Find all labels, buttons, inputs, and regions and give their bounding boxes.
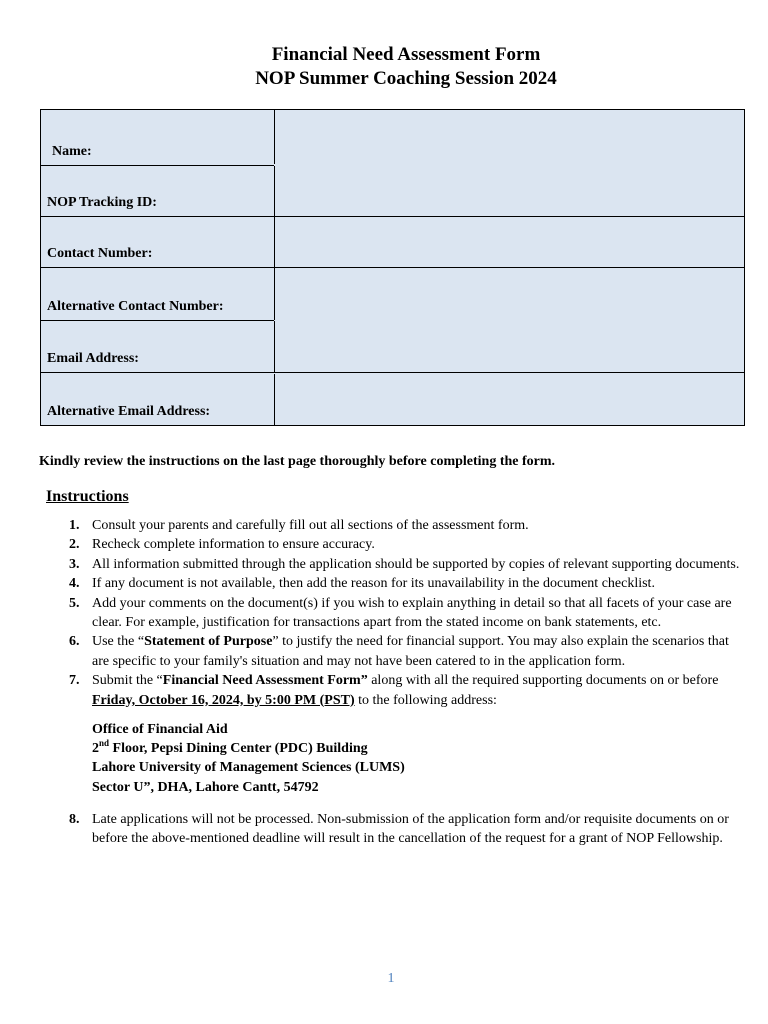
alt-contact-number-field[interactable] [276, 268, 744, 320]
mailing-address: Office of Financial Aid 2nd Floor, Pepsi Dining Center (PDC) Building Lahore University of Management Sciences (LUMS) Sector U”, DHA, Lahore Cantt, 54792 [92, 721, 405, 795]
instructions-heading: Instructions [46, 488, 129, 505]
name-row [41, 110, 744, 164]
statement-of-purpose-term: Statement of Purpose [144, 634, 273, 650]
table-divider [41, 267, 744, 268]
tracking-id-label: NOP Tracking ID: [47, 195, 157, 210]
name-label: Name: [52, 144, 92, 159]
contact-number-label: Contact Number: [47, 246, 153, 261]
name-field[interactable] [276, 110, 744, 164]
table-divider [41, 320, 274, 321]
instruction-item: 7. Submit the “Financial Need Assessment Form” along with all the required supporting documents on or before Friday, October 16, 2024, by 5:00 PM (PST) to the following address: Office of Financial Aid 2nd Floor, Pepsi Dining Center (PDC) Building Lahore University of Management Sciences (LUMS) Sector U”, DHA, Lahore Cantt, 54792 [50, 671, 740, 797]
instruction-item: 8. Late applications will not be processed. Non-submission of the application form and/or requisite documents on or before the above-mentioned deadline will result in the cancellation of the request for a grant of NOP Fellowship. [69, 811, 729, 847]
instruction-item: 6. Use the “Statement of Purpose” to justify the need for financial support. You may also explain the scenarios that are specific to your family's situation and may not have been catered to in the application form. [69, 634, 729, 669]
instruction-item: 1. Consult your parents and carefully fill out all sections of the assessment form. [69, 518, 529, 533]
form-title: Financial Need Assessment Form [271, 44, 541, 65]
contact-number-field[interactable] [276, 217, 744, 267]
review-notice: Kindly review the instructions on the last page thoroughly before completing the form. [39, 454, 556, 469]
alt-contact-number-label: Alternative Contact Number: [47, 299, 224, 314]
applicant-info-table [40, 109, 745, 426]
alt-email-row [41, 374, 744, 425]
alt-email-label: Alternative Email Address: [47, 404, 211, 419]
email-label: Email Address: [47, 351, 139, 366]
instruction-item: 5. Add your comments on the document(s) if you wish to explain anything in detail so that all facets of your case are clear. For example, justification for transactions apart from the stated income on bank statements, etc. [69, 595, 732, 631]
table-divider [41, 216, 744, 217]
email-field[interactable] [276, 321, 744, 372]
table-divider [41, 165, 274, 166]
form-name-term: Financial Need Assessment Form” [162, 673, 368, 689]
table-divider [41, 372, 744, 373]
tracking-id-row [41, 166, 744, 216]
alt-email-field[interactable] [276, 374, 744, 425]
alt-contact-number-row [41, 268, 744, 320]
instruction-item: 4. If any document is not available, then add the reason for its unavailability in the document checklist. [69, 576, 655, 592]
form-subtitle: NOP Summer Coaching Session 2024 [255, 68, 557, 89]
contact-number-row [41, 217, 744, 267]
tracking-id-field[interactable] [276, 166, 744, 216]
page-number: 1 [387, 971, 395, 986]
instructions-list [50, 516, 740, 849]
instruction-item: 3. All information submitted through the application should be supported by copies of relevant supporting documents. [69, 556, 740, 572]
instruction-item: 2. Recheck complete information to ensure accuracy. [69, 537, 375, 553]
email-row [41, 321, 744, 372]
deadline-date: Friday, October 16, 2024, by 5:00 PM (PST) [92, 692, 355, 708]
